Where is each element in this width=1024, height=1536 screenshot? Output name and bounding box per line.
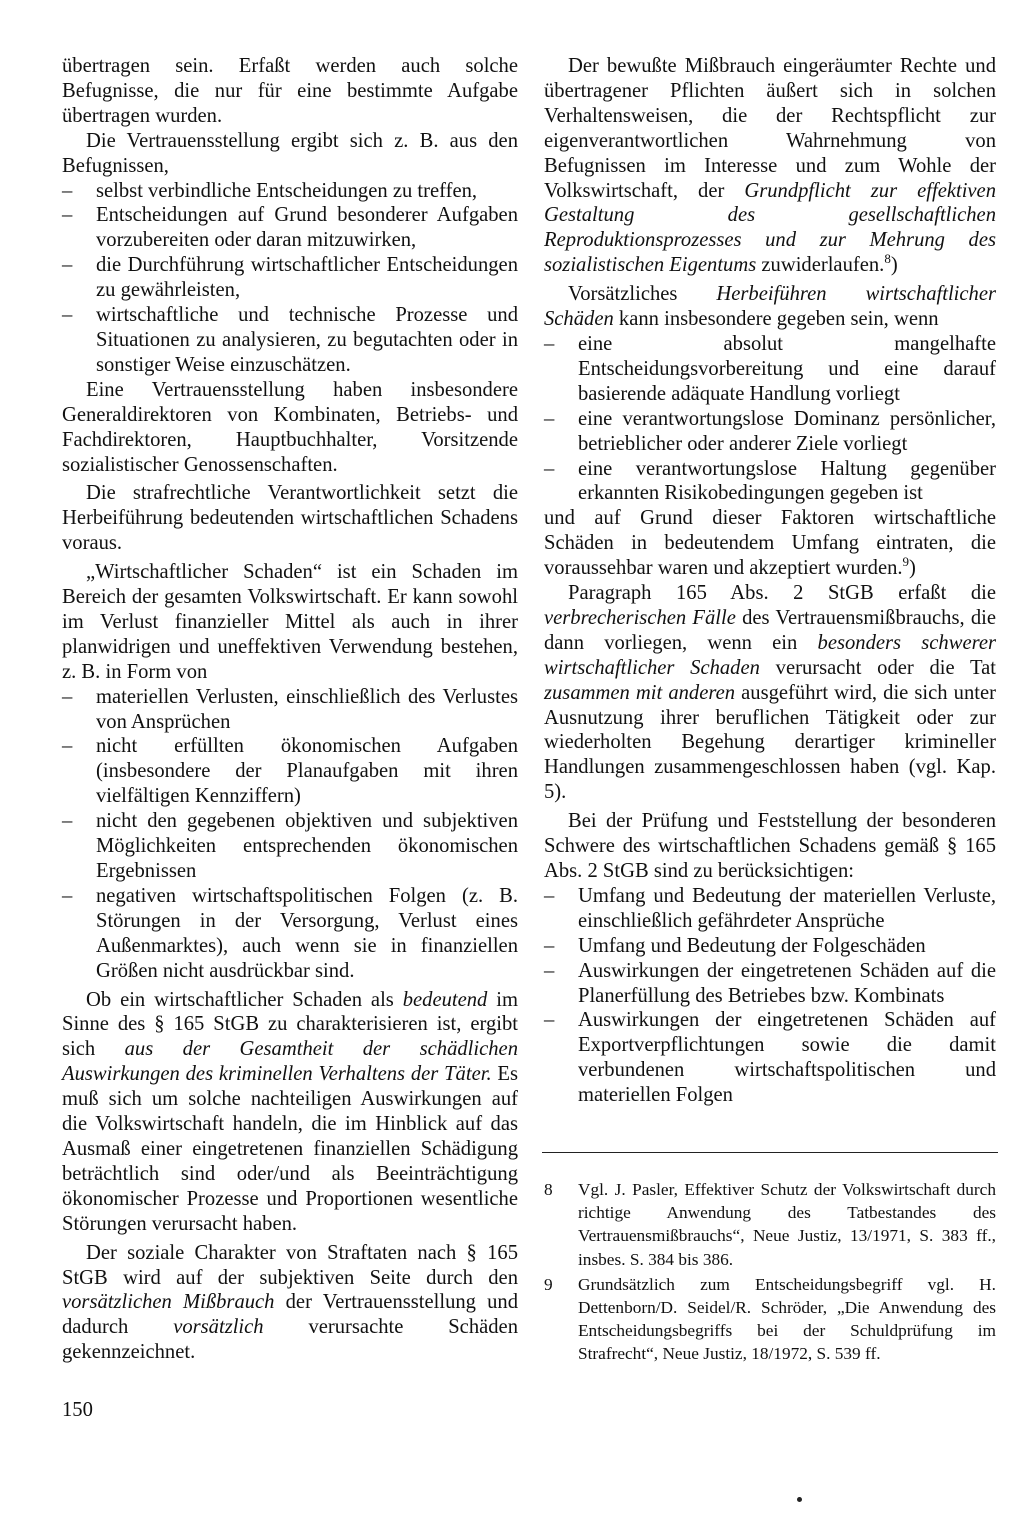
- footnote: [544, 1273, 996, 1366]
- footnote-divider: [542, 1152, 998, 1153]
- footnote-ref: 8: [884, 251, 891, 267]
- text-run: Der soziale Charakter von Straftaten nach § 165 StGB wird auf der subjektiven Seite durch den: [62, 1241, 518, 1289]
- scan-speck: [797, 1497, 802, 1502]
- text-run: im Sinne des § 165 StGB zu charakterisieren ist, ergibt sich: [62, 988, 519, 1061]
- italic-run: vorsätzlichen Mißbrauch: [62, 1291, 275, 1314]
- text-run: ausgeführt wird, die sich unter Ausnutzung ihrer beruflichen Tätigkeit oder zur wiederholten Begehung derartiger krimineller Handlungen zusammengeschlossen haben (vgl. Kap. 5).: [544, 681, 996, 804]
- text-run: verursacht oder die Tat: [759, 656, 996, 679]
- italic-run: aus der Gesamtheit der schädlichen Auswirkungen des kriminellen Verhaltens der Täter.: [62, 1038, 518, 1086]
- list-item: – materiellen Verlusten, einschließlich des Verlustes von Ansprüchen: [62, 685, 518, 735]
- footnote: [544, 1178, 996, 1271]
- paragraph: [544, 506, 996, 581]
- list-item: – nicht den gegebenen objektiven und subjektiven Möglichkeiten entsprechenden ökonomischen Ergebnissen: [62, 809, 518, 884]
- text-run: verursachte Schäden gekennzeichnet.: [62, 1316, 518, 1364]
- italic-run: zusammen mit anderen: [544, 681, 736, 704]
- text-run: Ob ein wirtschaftlicher Schaden als: [86, 988, 403, 1011]
- paragraph: [544, 581, 996, 805]
- list-item: – negativen wirtschaftspolitischen Folgen (z. B. Störungen in der Versorgung, Verlust eines Außenmarktes), auch wenn sie in finanziellen Größen nicht ausdrückbar sind.: [62, 884, 518, 984]
- paragraph: übertragen sein. Erfaßt werden auch solche Befugnisse, die nur für eine bestimmte Aufgabe übertragen wurden.: [62, 55, 518, 127]
- page-number: 150: [62, 1399, 93, 1421]
- text-run: Es muß sich um solche nachteiligen Auswirkungen auf die Volkswirtschaft handeln, die im Hinblick auf das Ausmaß einer eingetretenen finanziellen Schädigung beträchtlich sind oder/und als Beeinträchtigung ökonomischer Prozesse und Proportionen wesentliche Störungen verursacht haben.: [62, 1063, 518, 1235]
- list-item: – Umfang und Bedeutung der Folgeschäden: [544, 934, 996, 959]
- footnote-text: Vgl. J. Pasler, Effektiver Schutz der Volkswirtschaft durch richtige Anwendung des Tatbestandes des Vertrauensmißbrauchs“, Neue Justiz, 13/1971, S. 383 ff., insbes. S. 384 bis 386.: [578, 1180, 996, 1269]
- text-run: und auf Grund dieser Faktoren wirtschaftliche Schäden in bedeutendem Umfang eintraten, die voraussehbar waren und akzeptiert wurden.: [544, 507, 996, 580]
- list-item: – eine verantwortungslose Haltung gegenüber erkannten Risikobedingungen gegeben ist: [544, 457, 996, 507]
- list-item: – die Durchführung wirtschaftlicher Entscheidungen zu gewährleisten,: [62, 253, 518, 303]
- paragraph: Eine Vertrauensstellung haben insbesondere Generaldirektoren von Kombinaten, Betriebs- und Fachdirektoren, Hauptbuchhalter, Vorsitzende sozialistischer Genossenschaften.: [62, 378, 518, 476]
- italic-run: Herbeiführen wirtschaftlicher Schäden: [544, 283, 996, 331]
- dash-list: [544, 884, 996, 1108]
- left-column: [62, 54, 518, 1365]
- dash-list: [62, 685, 518, 984]
- paragraph: [544, 282, 996, 332]
- italic-run: besonders schwerer wirtschaftlicher Schaden: [544, 631, 996, 679]
- paragraph: [62, 1241, 518, 1366]
- italic-run: bedeutend: [402, 988, 488, 1011]
- text-run: zuwiderlaufen.: [756, 254, 885, 277]
- list-item: – eine verantwortungslose Dominanz persönlicher, betrieblicher oder anderer Ziele vorliegt: [544, 407, 996, 457]
- paragraph: [62, 988, 518, 1237]
- paragraph: Die strafrechtliche Verantwortlichkeit setzt die Herbeiführung bedeutenden wirtschaftlichen Schadens voraus.: [62, 482, 518, 555]
- italic-run: vorsätzlich: [173, 1316, 264, 1339]
- list-item: – wirtschaftliche und technische Prozesse und Situationen zu analysieren, zu begutachten oder in sonstiger Weise einzuschätzen.: [62, 303, 518, 378]
- footnote-number: 9: [544, 1274, 553, 1294]
- dash-list: [62, 179, 518, 378]
- list-item: – Entscheidungen auf Grund besonderer Aufgaben vorzubereiten oder daran mitzuwirken,: [62, 203, 518, 253]
- footnote-ref: 9: [902, 554, 910, 570]
- list-item: – Auswirkungen der eingetretenen Schäden auf die Planerfüllung des Betriebes bzw. Kombinats: [544, 959, 996, 1009]
- text-run: kann insbesondere gegeben sein, wenn: [613, 308, 939, 331]
- text-run: Vorsätzliches: [568, 283, 717, 306]
- text-run: Paragraph 165 Abs. 2 StGB erfaßt die: [568, 582, 996, 605]
- paragraph: Bei der Prüfung und Feststellung der besonderen Schwere des wirtschaftlichen Schadens gemäß § 165 Abs. 2 StGB sind zu berücksichtigen:: [544, 810, 996, 882]
- footnote-text: Grundsätzlich zum Entscheidungsbegriff vgl. H. Dettenborn/D. Seidel/R. Schröder, „Die Anwendung des Entscheidungsbegriffs bei der Schuldprüfung im Strafrecht“, Neue Justiz, 18/1972, S. 539 ff.: [578, 1274, 996, 1364]
- list-item: – selbst verbindliche Entscheidungen zu treffen,: [62, 179, 518, 204]
- paragraph: Die Vertrauensstellung ergibt sich z. B. aus den Befugnissen,: [62, 129, 518, 177]
- text-run: Der bewußte Mißbrauch eingeräumter Rechte und übertragener Pflichten äußert sich in solchen Verhaltensweisen, die der Rechtspflicht zur eigenverantwortlichen Wahrnehmung von Befugnissen im Interesse und zum Wohle der Volkswirtschaft, der: [544, 55, 996, 202]
- footnote-number: 8: [544, 1180, 553, 1199]
- list-item: – Auswirkungen der eingetretenen Schäden auf Exportverpflichtungen sowie die damit verbundenen wirtschaftspolitischen und materiellen Folgen: [544, 1008, 996, 1108]
- italic-run: verbrecherischen Fälle: [544, 606, 736, 629]
- list-item: – eine absolut mangelhafte Entscheidungsvorbereitung und eine darauf basierende adäquate Handlung vorliegt: [544, 332, 996, 407]
- italic-run: Grundpflicht zur effektiven Gestaltung des gesellschaftlichen Reproduktionsprozesses und zur Mehrung des sozialistischen Eigentums: [544, 179, 996, 277]
- right-column: [544, 54, 996, 1108]
- paragraph: „Wirtschaftlicher Schaden“ ist ein Schaden im Bereich der gesamten Volkswirtschaft. Er kann sowohl im Verlust finanzieller Mittel als auch in ihrer planwidrigen und uneffektiven Verwendung bestehen, z. B. in Form von: [62, 561, 518, 683]
- list-item: – nicht erfüllten ökonomischen Aufgaben (insbesondere der Planaufgaben mit ihren vielfältigen Kennziffern): [62, 734, 518, 809]
- text-run: des Vertrauensmißbrauchs, die dann vorliegen, wenn ein: [544, 606, 997, 654]
- dash-list: [544, 332, 996, 506]
- paragraph: [544, 54, 996, 278]
- text-run: ): [909, 557, 916, 580]
- footnotes: [544, 1178, 996, 1368]
- list-item: – Umfang und Bedeutung der materiellen Verluste, einschließlich gefährdeter Ansprüche: [544, 884, 996, 934]
- text-run: ): [890, 254, 898, 277]
- text-run: der Vertrauensstellung und dadurch: [62, 1291, 518, 1339]
